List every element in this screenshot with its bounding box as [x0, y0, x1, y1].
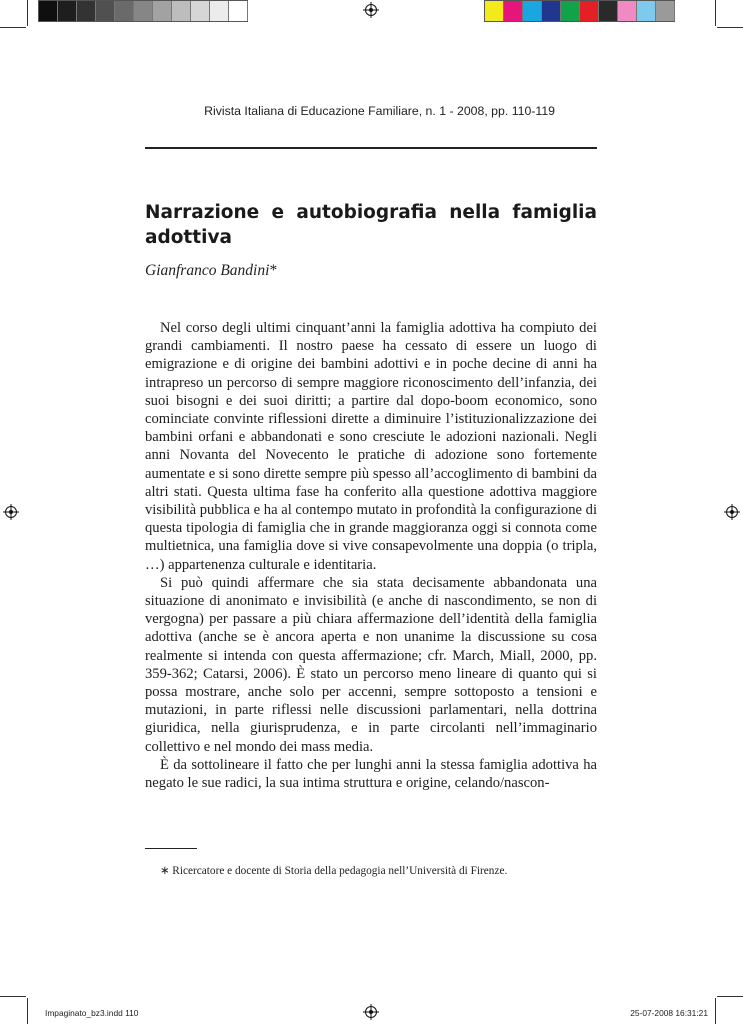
crop-mark [715, 998, 716, 1024]
body-paragraph: Nel corso degli ultimi cinquant’anni la famiglia adottiva ha compiuto dei grandi cambiamenti. Il nostro paese ha cessato di essere un luogo di emigrazione e di origine dei bambini adottivi e in poche decine di anni ha intrapreso un percorso di sempre maggiore riconoscimento dell’infanzia, dei suoi bisogni e dei suoi diritti; a partire dal dopo-boom economico, sono cominciate convinte riflessioni dirette a diminuire l’istituzionalizzazione dei bambini orfani e abbandonati e sono cresciute le adozioni nazionali. Negli anni Novanta del Novecento le pratiche di adozione sono fortemente aumentate e si sono dirette sempre più spesso all’accoglimento di bambini da altri stati. Questa ultima fase ha conferito alla questione adottiva maggiore visibilità pubblica e ha al contempo mutato in profondità la configurazione di questa tipologia di famiglia che in grande maggioranza oggi si connota come multietnica, una famiglia dove si vive consapevolmente una doppia (o tripla, …) appartenenza culturale e identitaria. [145, 320, 597, 573]
header-rule [145, 147, 597, 149]
process-color-bar [484, 0, 675, 22]
color-swatch [599, 1, 618, 21]
gray-swatch [172, 1, 191, 21]
gray-swatch [115, 1, 134, 21]
footnote: ∗ Ricercatore e docente di Storia della pedagogia nell’Università di Firenze. [160, 865, 508, 877]
gray-swatch [96, 1, 115, 21]
gray-swatch [229, 1, 248, 21]
color-swatch [504, 1, 523, 21]
gray-swatch [210, 1, 229, 21]
color-swatch [618, 1, 637, 21]
footnote-rule [145, 848, 197, 849]
color-swatch [523, 1, 542, 21]
color-swatch [485, 1, 504, 21]
registration-mark-icon [5, 506, 17, 518]
gray-swatch [153, 1, 172, 21]
author-footnote-mark: * [269, 262, 278, 279]
color-swatch [637, 1, 656, 21]
gray-swatch [77, 1, 96, 21]
gray-swatch [58, 1, 77, 21]
slug-timestamp: 25-07-2008 16:31:21 [630, 1008, 708, 1018]
color-swatch [580, 1, 599, 21]
crop-mark [0, 27, 26, 28]
journal-header: Rivista Italiana di Educazione Familiare, n. 1 - 2008, pp. 110-119 [204, 104, 555, 118]
gray-swatch [39, 1, 58, 21]
article-title: Narrazione e autobiografia nella famiglia adottiva [145, 202, 597, 248]
crop-mark [715, 0, 716, 26]
color-swatch [656, 1, 675, 21]
article-author [145, 262, 277, 280]
body-paragraph: È da sottolineare il fatto che per lunghi anni la stessa famiglia adottiva ha negato le sue radici, la sua intima struttura e origine, celando/nascon- [145, 756, 597, 792]
crop-mark [717, 996, 743, 997]
color-swatch [561, 1, 580, 21]
crop-mark [27, 0, 28, 26]
registration-mark-icon [365, 4, 377, 16]
crop-mark [0, 996, 26, 997]
crop-mark [717, 27, 743, 28]
registration-mark-icon [726, 506, 738, 518]
grayscale-color-bar [38, 0, 248, 22]
gray-swatch [191, 1, 210, 21]
gray-swatch [134, 1, 153, 21]
registration-mark-icon [365, 1006, 377, 1018]
author-name: Gianfranco Bandini [145, 262, 270, 279]
crop-mark [27, 998, 28, 1024]
body-paragraph: Si può quindi affermare che sia stata decisamente abbandonata una situazione di anonimato e invisibilità (e anche di nascondimento, se non di vergogna) per passare a più chiara affermazione dell’identità della famiglia adottiva (anche se è ancora aperta e non unanime la discussione su cosa realmente si intenda con questa affermazione; cfr. March, Miall, 2000, pp. 359-362; Catarsi, 2006). È stato un percorso meno lineare di quanto qui si possa mostrare, anche solo per accenni, sempre sottoposto a tensioni e mutazioni, in parte riflessi nelle discussioni parlamentari, nella dottrina giuridica, nella giurisprudenza, e in parte circolanti nell’immaginario collettivo e nel mondo dei mass media. [145, 574, 597, 755]
slug-filename: Impaginato_bz3.indd 110 [45, 1008, 139, 1018]
color-swatch [542, 1, 561, 21]
article-body [145, 319, 597, 792]
